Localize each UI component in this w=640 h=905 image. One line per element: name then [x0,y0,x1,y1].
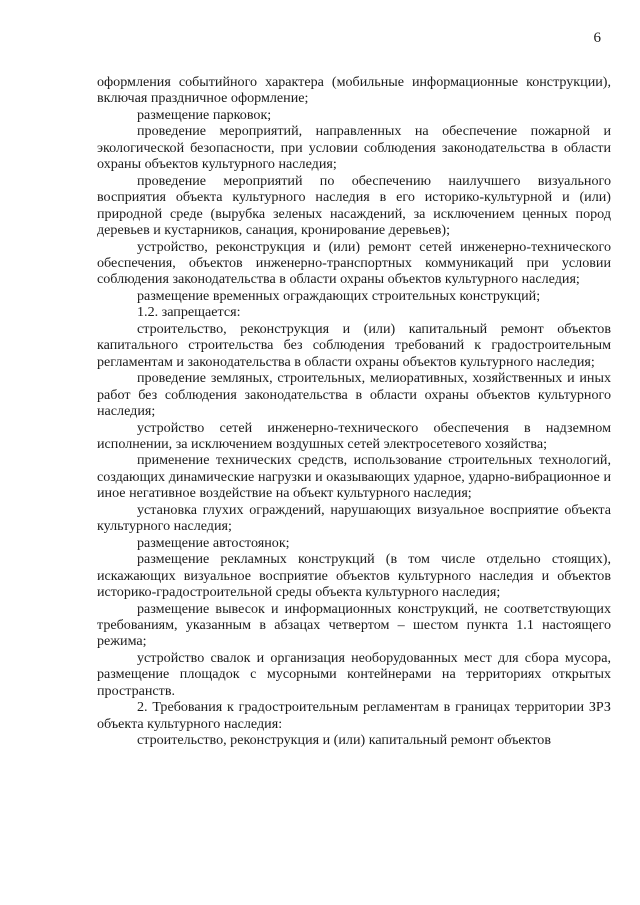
paragraph: применение технических средств, использование строительных технологий, создающих динамические нагрузки и оказывающих ударное, ударно-вибрационное и иное негативное воздействие на объект культурного наследия; [97,452,611,502]
document-body [97,74,611,749]
section-heading: 2. Требования к градостроительным регламентам в границах территории ЗРЗ объекта культурного наследия: [97,699,611,732]
paragraph: строительство, реконструкция и (или) капитальный ремонт объектов капитального строительства без соблюдения требований к градостроительным регламентам и законодательства в области охраны объектов культурного наследия; [97,320,611,370]
section-heading: 1.2. запрещается: [137,304,241,321]
paragraph: проведение земляных, строительных, мелиоративных, хозяйственных и иных работ без соблюдения законодательства в области охраны объектов культурного наследия; [97,370,611,420]
page-number: 6 [593,30,601,46]
paragraph: устройство сетей инженерно-технического обеспечения в надземном исполнении, за исключением воздушных сетей электросетевого хозяйства; [97,419,611,452]
paragraph: проведение мероприятий, направленных на обеспечение пожарной и экологической безопасности, при условии соблюдения законодательства в области охраны объектов культурного наследия; [97,123,611,173]
paragraph: размещение временных ограждающих строительных конструкций; [137,287,541,304]
paragraph: размещение вывесок и информационных конструкций, не соответствующих требованиям, указанным в абзацах четвертом – шестом пункта 1.1 настоящего режима; [97,600,611,650]
paragraph: проведение мероприятий по обеспечению наилучшего визуального восприятия объекта культурного наследия в его историко-культурной и (или) природной среде (вырубка зеленых насаждений, за исключением ценных пород деревьев и кустарников, санация, кронирование деревьев); [97,172,611,239]
paragraph: устройство свалок и организация необорудованных мест для сбора мусора, размещение площадок с мусорными контейнерами на территориях открытых пространств. [97,649,611,699]
paragraph: строительство, реконструкция и (или) капитальный ремонт объектов [137,732,551,749]
paragraph-continuation: оформления событийного характера (мобильные информационные конструкции), включая праздничное оформление; [97,74,611,107]
paragraph: установка глухих ограждений, нарушающих визуальное восприятие объекта культурного наследия; [97,501,611,535]
paragraph: устройство, реконструкция и (или) ремонт сетей инженерно-технического обеспечения, объектов инженерно-транспортных коммуникаций при условии соблюдения законодательства в области охраны объектов культурного наследия; [97,238,611,288]
paragraph: размещение парковок; [137,106,272,123]
paragraph: размещение рекламных конструкций (в том числе отдельно стоящих), искажающих визуальное восприятие объектов культурного наследия и объектов историко-градостроительной среды объекта культурного наследия; [97,551,611,601]
paragraph: размещение автостоянок; [137,534,290,551]
